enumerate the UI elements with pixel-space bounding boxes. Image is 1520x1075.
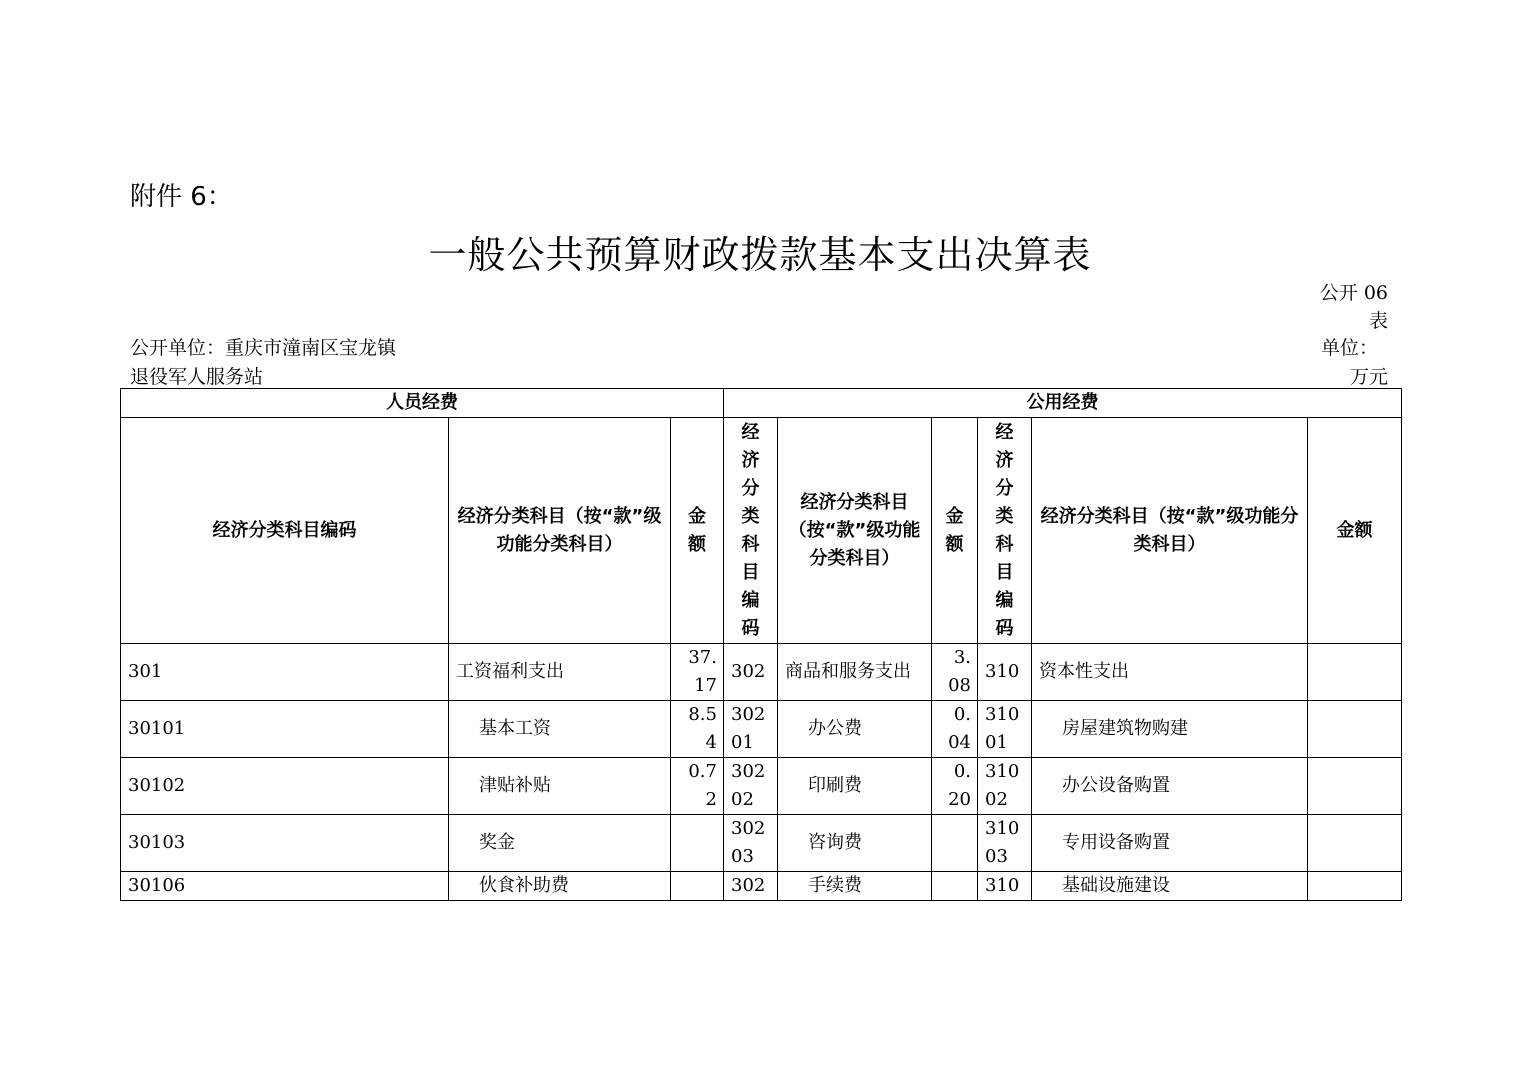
amount-cell	[671, 815, 724, 872]
amount-cell: 37. 17	[671, 644, 724, 701]
econ-code: 310 03	[978, 815, 1032, 872]
econ-code: 302 03	[724, 815, 778, 872]
econ-code: 310	[978, 644, 1032, 701]
amount-cell	[932, 872, 978, 901]
econ-subject: 专用设备购置	[1032, 815, 1308, 872]
econ-subject: 基本工资	[449, 701, 671, 758]
reporting-unit-cont: 退役军人服务站	[130, 366, 264, 388]
econ-code: 310 01	[978, 701, 1032, 758]
econ-subject: 资本性支出	[1032, 644, 1308, 701]
econ-code: 310	[978, 872, 1032, 901]
econ-subject: 伙食补助费	[449, 872, 671, 901]
econ-subject: 房屋建筑物购建	[1032, 701, 1308, 758]
econ-code: 302	[724, 644, 778, 701]
form-number: 公开 06	[1319, 282, 1388, 304]
page-title: 一般公共预算财政拨款基本支出决算表	[428, 233, 1092, 277]
expenditure-table	[120, 388, 1402, 901]
econ-subject: 奖金	[449, 815, 671, 872]
econ-code: 30103	[121, 815, 449, 872]
currency-unit-value: 万元	[1349, 366, 1388, 388]
econ-subject: 手续费	[778, 872, 932, 901]
amount-cell: 0. 04	[932, 701, 978, 758]
table-row	[121, 701, 1402, 758]
table-row	[121, 758, 1402, 815]
table-row	[121, 815, 1402, 872]
amount-cell: 8.5 4	[671, 701, 724, 758]
econ-subject: 津贴补贴	[449, 758, 671, 815]
header-subject: 经济分类科目（按“款”级功能分类科目）	[778, 418, 932, 644]
header-amount: 金 额	[671, 418, 724, 644]
header-subject: 经济分类科目（按“款”级功能分类科目）	[1032, 418, 1308, 644]
econ-code: 301	[121, 644, 449, 701]
table-row	[121, 872, 1402, 901]
econ-subject: 办公费	[778, 701, 932, 758]
econ-code: 30106	[121, 872, 449, 901]
econ-code: 302	[724, 872, 778, 901]
reporting-unit: 公开单位：重庆市潼南区宝龙镇	[130, 337, 397, 359]
amount-cell	[1308, 872, 1402, 901]
form-number-suffix: 表	[1368, 310, 1388, 332]
econ-code: 302 02	[724, 758, 778, 815]
econ-code: 30101	[121, 701, 449, 758]
header-subject: 经济分类科目（按“款”级功能分类科目）	[449, 418, 671, 644]
attachment-label: 附件 6：	[130, 182, 233, 212]
econ-subject: 工资福利支出	[449, 644, 671, 701]
econ-code: 302 01	[724, 701, 778, 758]
amount-cell	[1308, 758, 1402, 815]
table-row	[121, 644, 1402, 701]
header-code-vertical: 经 济 分 类 科 目 编 码	[724, 418, 778, 644]
header-code: 经济分类科目编码	[121, 418, 449, 644]
econ-subject: 基础设施建设	[1032, 872, 1308, 901]
amount-cell: 3. 08	[932, 644, 978, 701]
amount-cell	[1308, 815, 1402, 872]
econ-code: 310 02	[978, 758, 1032, 815]
header-public: 公用经费	[724, 389, 1402, 418]
econ-code: 30102	[121, 758, 449, 815]
amount-cell: 0.7 2	[671, 758, 724, 815]
amount-cell: 0. 20	[932, 758, 978, 815]
amount-cell	[1308, 701, 1402, 758]
currency-unit-label: 单位：	[1320, 337, 1378, 359]
econ-subject: 办公设备购置	[1032, 758, 1308, 815]
header-personnel: 人员经费	[121, 389, 724, 418]
amount-cell	[671, 872, 724, 901]
econ-subject: 咨询费	[778, 815, 932, 872]
amount-cell	[932, 815, 978, 872]
amount-cell	[1308, 644, 1402, 701]
header-amount-full: 金额	[1308, 418, 1402, 644]
econ-subject: 印刷费	[778, 758, 932, 815]
header-code-vertical: 经 济 分 类 科 目 编 码	[978, 418, 1032, 644]
header-amount: 金 额	[932, 418, 978, 644]
econ-subject: 商品和服务支出	[778, 644, 932, 701]
